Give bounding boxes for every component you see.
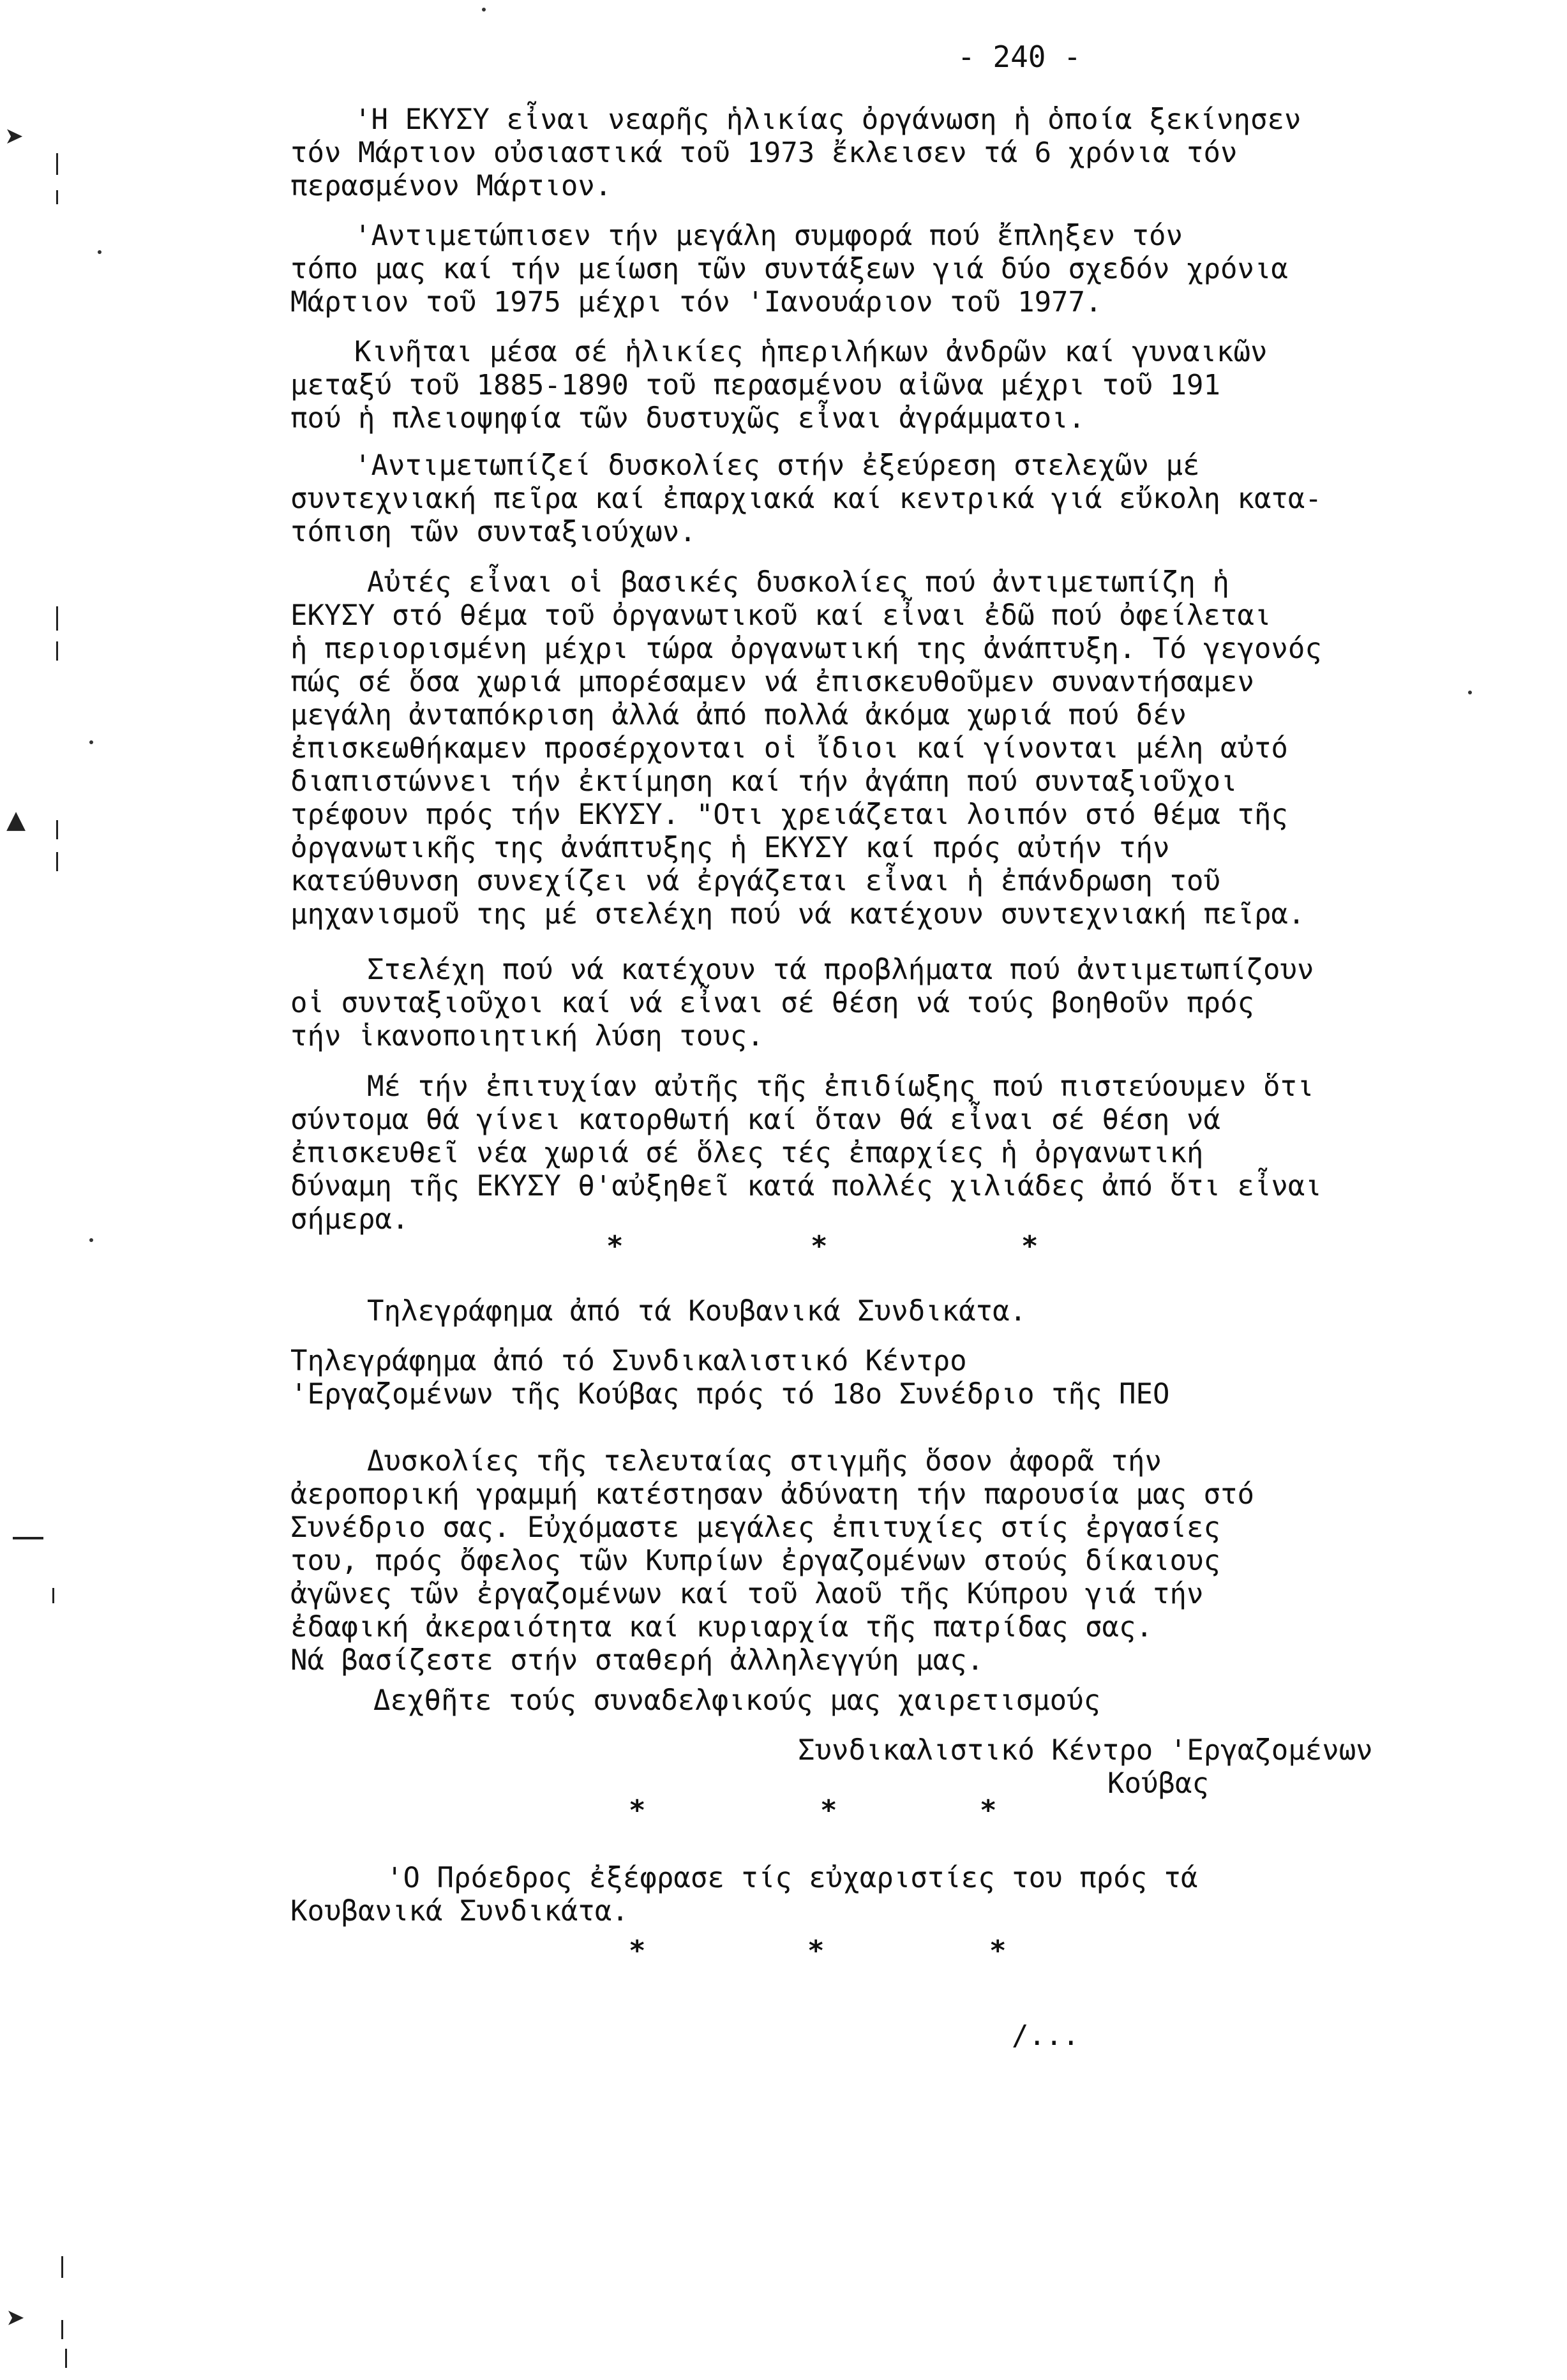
separator-star: * [989, 1935, 1007, 1967]
margin-arrow-icon: ▲ [6, 800, 26, 837]
paragraph-5-line-11: μηχανισμοῦ της μέ στελέχη πού νά κατέχουν συντεχνιακή πεῖρα. [290, 898, 1305, 931]
paragraph-5-line-1: Αὐτές εἶναι οἱ βασικές δυσκολίες πού ἀντιμετωπίζη ἡ [367, 566, 1230, 599]
telegram-intro-line-2: 'Εργαζομένων τῆς Κούβας πρός τό 18ο Συνέδριο τῆς ΠΕΟ [290, 1378, 1170, 1411]
separator-star: * [811, 1230, 828, 1262]
paragraph-1-line-1: 'Η ΕΚΥΣΥ εἶναι νεαρῆς ἡλικίας ὀργάνωση ἡ ὁποία ξεκίνησεν [354, 103, 1301, 136]
margin-tick [56, 606, 58, 631]
separator-star: * [820, 1794, 837, 1827]
telegram-body-line-7: Νά βασίζεστε στήν σταθερή ἀλληλεγγύη μας. [290, 1644, 984, 1677]
paragraph-5-line-2: ΕΚΥΣΥ στό θέμα τοῦ ὀργανωτικοῦ καί εἶναι ἐδῶ πού ὀφείλεται [290, 599, 1271, 632]
paragraph-1-line-3: περασμένον Μάρτιον. [290, 170, 612, 202]
paragraph-7-line-1: Μέ τήν ἐπιτυχίαν αὐτῆς τῆς ἐπιδίωξης πού πιστεύουμεν ὅτι [367, 1070, 1314, 1103]
paragraph-4-line-2: συντεχνιακή πεῖρα καί ἐπαρχιακά καί κεντρικά γιά εὔκολη κατα- [290, 483, 1322, 515]
margin-dot [89, 740, 93, 744]
margin-tick [52, 1588, 54, 1603]
telegram-body-line-4: του, πρός ὄφελος τῶν Κυπρίων ἐργαζομένων στούς δίκαιους [290, 1545, 1220, 1577]
margin-dot [98, 250, 101, 254]
margin-dash [13, 1537, 43, 1539]
paragraph-5-line-4: πώς σέ ὅσα χωριά μπορέσαμεν νά ἐπισκευθοῦμεν συναντήσαμεν [290, 666, 1254, 698]
page-number: - 240 - [957, 40, 1081, 74]
telegram-intro-line-1: Τηλεγράφημα ἀπό τό Συνδικαλιστικό Κέντρο [290, 1345, 967, 1377]
margin-tick [56, 153, 58, 175]
margin-tick [61, 2320, 63, 2339]
paragraph-4-line-1: 'Αντιμετωπίζεί δυσκολίες στήν ἐξεύρεση στελεχῶν μέ [354, 449, 1200, 482]
paragraph-6-line-2: οἱ συνταξιοῦχοι καί νά εἶναι σέ θέση νά τούς βοηθοῦν πρός [290, 987, 1254, 1019]
separator-star: * [980, 1794, 997, 1827]
margin-tick [61, 2256, 63, 2278]
telegram-body-line-1: Δυσκολίες τῆς τελευταίας στιγμῆς ὅσον ἀφορᾶ τήν [367, 1445, 1162, 1478]
paragraph-5-line-10: κατεύθυνση συνεχίζει νά ἐργάζεται εἶναι ἡ ἐπάνδρωση τοῦ [290, 865, 1220, 897]
paragraph-3-line-1: Κινῆται μέσα σέ ἡλικίες ἡπεριλήκων ἀνδρῶν καί γυναικῶν [354, 336, 1268, 368]
telegram-body-line-3: Συνέδριο σας. Εὐχόμαστε μεγάλες ἐπιτυχίες στίς ἐργασίες [290, 1511, 1220, 1544]
signature-line-1: Συνδικαλιστικό Κέντρο 'Εργαζομένων [798, 1734, 1373, 1767]
paragraph-3-line-2: μεταξύ τοῦ 1885-1890 τοῦ περασμένου αἰῶνα μέχρι τοῦ 191 [290, 369, 1220, 401]
separator-3 [629, 1935, 1076, 1967]
paragraph-2-line-2: τόπο μας καί τήν μείωση τῶν συντάξεων γιά δύο σχεδόν χρόνια [290, 253, 1288, 285]
paragraph-5-line-6: ἐπισκεωθήκαμεν προσέρχονται οἱ ἴδιοι καί γίνονται μέλη αὐτό [290, 732, 1288, 765]
margin-tick [56, 190, 58, 204]
separator-star: * [629, 1935, 646, 1967]
paragraph-5-line-9: ὀργανωτικῆς της ἀνάπτυξης ἡ ΕΚΥΣΥ καί πρός αὐτήν τήν [290, 832, 1170, 864]
paragraph-5-line-7: διαπιστώννει τήν ἐκτίμηση καί τήν ἀγάπη πού συνταξιοῦχοι [290, 765, 1238, 798]
separator-1 [606, 1231, 1053, 1262]
separator-star: * [1021, 1230, 1038, 1262]
margin-tick [65, 2349, 67, 2368]
margin-dot [1468, 691, 1472, 694]
margin-arrow-icon: ➤ [6, 2300, 26, 2337]
paragraph-6-line-1: Στελέχη πού νά κατέχουν τά προβλήματα πού ἀντιμετωπίζουν [367, 954, 1314, 986]
telegram-body-line-6: ἐδαφική ἀκεραιότητα καί κυριαρχία τῆς πατρίδας σας. [290, 1611, 1153, 1643]
margin-tick [56, 852, 58, 871]
margin-arrow-icon: ➤ [5, 119, 25, 156]
telegram-body-line-5: ἀγῶνες τῶν ἐργαζομένων καί τοῦ λαοῦ τῆς Κύπρου γιά τήν [290, 1578, 1204, 1610]
paragraph-1-line-2: τόν Μάρτιον οὐσιαστικά τοῦ 1973 ἔκλεισεν τά 6 χρόνια τόν [290, 137, 1238, 169]
paragraph-2-line-3: Μάρτιον τοῦ 1975 μέχρι τόν 'Ιανουάριον τοῦ 1977. [290, 286, 1102, 318]
telegram-heading: Τηλεγράφημα ἀπό τά Κουβανικά Συνδικάτα. [367, 1295, 1027, 1328]
paragraph-3-line-3: πού ἡ πλειοψηφία τῶν δυστυχῶς εἶναι ἀγράμματοι. [290, 402, 1086, 435]
separator-star: * [606, 1230, 624, 1262]
paragraph-7-line-2: σύντομα θά γίνει κατορθωτή καί ὅταν θά εἶναι σέ θέση νά [290, 1104, 1220, 1136]
paragraph-7-line-4: δύναμη τῆς ΕΚΥΣΥ θ'αὐξηθεῖ κατά πολλές χιλιάδες ἀπό ὅτι εἶναι [290, 1170, 1322, 1202]
paragraph-4-line-3: τόπιση τῶν συνταξιούχων. [290, 516, 696, 548]
margin-dot [482, 8, 486, 11]
separator-star: * [629, 1794, 646, 1827]
margin-tick [56, 820, 58, 839]
margin-dot [89, 1238, 93, 1242]
separator-2 [629, 1795, 1076, 1827]
greeting: Δεχθῆτε τούς συναδελφικούς μας χαιρετισμούς [373, 1684, 1101, 1717]
telegram-body-line-2: ἀεροπορική γραμμή κατέστησαν ἀδύνατη τήν παρουσία μας στό [290, 1478, 1254, 1511]
continuation-mark: /... [1012, 2019, 1079, 2052]
paragraph-7-line-5: σήμερα. [290, 1203, 409, 1236]
closing-line-2: Κουβανικά Συνδικάτα. [290, 1895, 629, 1927]
paragraph-7-line-3: ἐπισκευθεῖ νέα χωριά σέ ὅλες τές ἐπαρχίες ἡ ὀργανωτική [290, 1137, 1204, 1169]
margin-tick [56, 641, 58, 661]
paragraph-5-line-5: μεγάλη ἀνταπόκριση ἀλλά ἀπό πολλά ἀκόμα χωριά πού δέν [290, 699, 1187, 731]
paragraph-2-line-1: 'Αντιμετώπισεν τήν μεγάλη συμφορά πού ἔπληξεν τόν [354, 220, 1183, 252]
paragraph-5-line-3: ἡ περιορισμένη μέχρι τώρα ὀργανωτική της ἀνάπτυξη. Τό γεγονός [290, 632, 1322, 665]
separator-star: * [807, 1935, 825, 1967]
closing-line-1: 'Ο Πρόεδρος ἐξέφρασε τίς εὐχαριστίες του πρός τά [386, 1862, 1198, 1894]
paragraph-5-line-8: τρέφουν πρός τήν ΕΚΥΣΥ. "Οτι χρειάζεται λοιπόν στό θέμα τῆς [290, 798, 1288, 831]
signature-line-2: Κούβας [1107, 1767, 1209, 1800]
paragraph-6-line-3: τήν ἱκανοποιητική λύση τους. [290, 1020, 764, 1052]
